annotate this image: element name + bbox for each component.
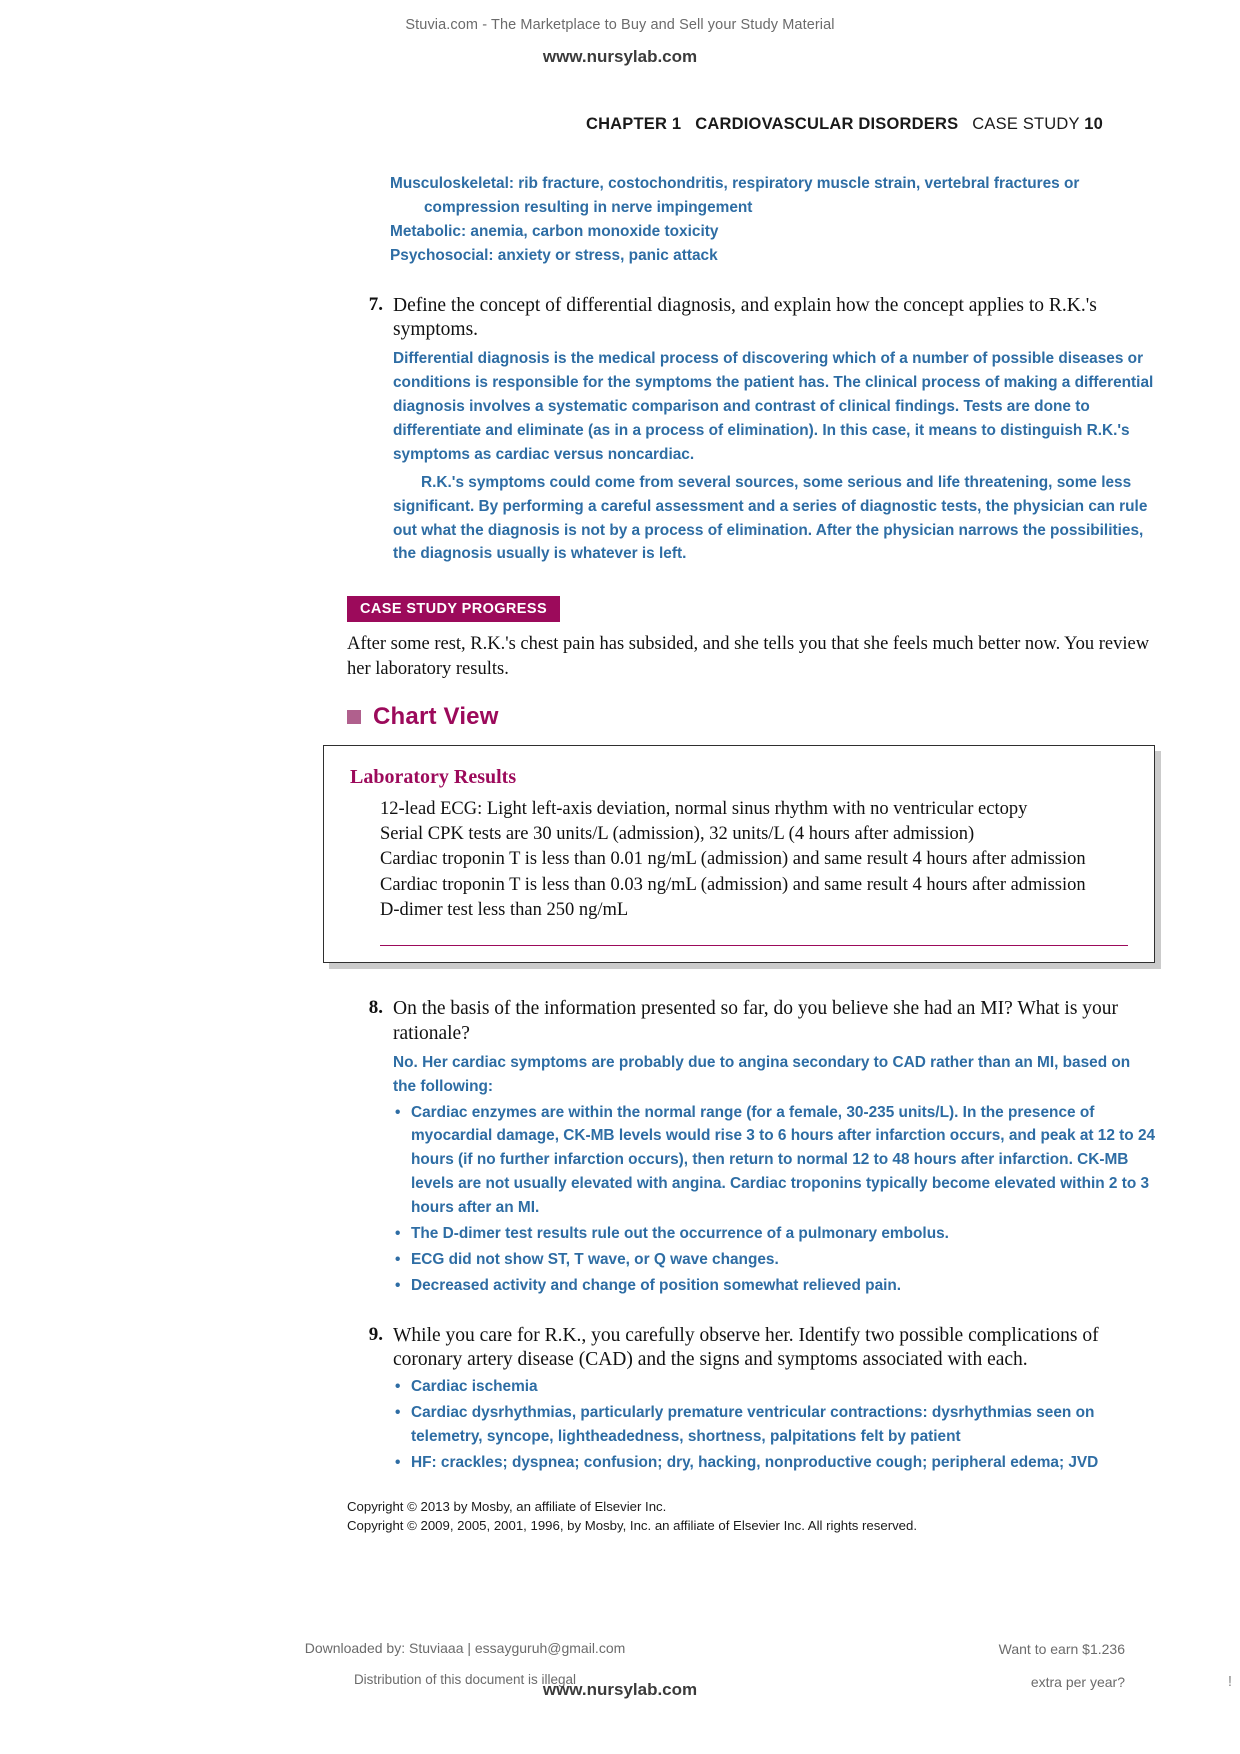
question-block-7 [357, 294, 1157, 567]
question-block-9 [357, 1324, 1157, 1475]
top-answer-block [390, 172, 1120, 268]
list-item: • Cardiac enzymes are within the normal range (for a female, 30-235 units/L). In the presence of myocardial damage, CK-MB levels would rise 3 to 6 hours after infarction occurs, and peak at 12 to 24 hours (if no further infarction occurs), then return to normal 12 to 48 hours after infarction. CK-MB levels are not usually elevated with angina. Cardiac troponins typically become elevated within 2 to 3 hours after an MI. [393, 1101, 1157, 1220]
case-study-progress-text: After some rest, R.K.'s chest pain has subsided, and she tells you that she feels much better now. You review her laboratory results. [347, 634, 1150, 679]
top-answer-line-1: Musculoskeletal: rib fracture, costochondritis, respiratory muscle strain, vertebral fractures or [390, 175, 1080, 192]
document-content [115, 115, 1156, 1535]
answer-7-paragraph-2: R.K.'s symptoms could come from several sources, some serious and life threatening, some less significant. By performing a careful assessment and a series of diagnostic tests, the physician can rule out what the diagnosis is not by a process of elimination. After the physician narrows the possibilities, the diagnosis usually is whatever is left. [393, 473, 1148, 563]
answer-8-bullets [393, 1101, 1157, 1298]
lab-line: D-dimer test less than 250 ng/mL [380, 899, 629, 920]
laboratory-results-divider [380, 945, 1128, 946]
running-head [115, 115, 1125, 134]
lab-line: 12-lead ECG: Light left-axis deviation, normal sinus rhythm with no ventricular ectopy [380, 799, 1028, 820]
page-footer [0, 1640, 1240, 1726]
nursylab-watermark-bottom: www.nursylab.com [542, 1680, 698, 1699]
running-head-chapter: CHAPTER 1 [585, 115, 682, 133]
distribution-notice: Distribution of this document is illegal [353, 1672, 577, 1687]
answer-9-bullets [393, 1375, 1157, 1475]
square-bullet-icon [347, 710, 361, 724]
question-number-7: 7. [368, 293, 383, 315]
laboratory-results-lines [380, 797, 1132, 923]
running-head-chapter-title: CARDIOVASCULAR DISORDERS [695, 115, 959, 133]
question-text-7: Define the concept of differential diagnosis, and explain how the concept applies to R.K.'s symptoms. [393, 294, 1097, 341]
answer-8-intro: No. Her cardiac symptoms are probably due to angina secondary to CAD rather than an MI, based on the following: [393, 1053, 1131, 1095]
running-head-case-label: CASE STUDY [972, 115, 1080, 133]
nursylab-watermark-top: www.nursylab.com [542, 47, 698, 66]
question-number-8: 8. [368, 996, 383, 1018]
downloaded-by-text: Downloaded by: Stuviaaa | essayguruh@gmail.com [304, 1640, 626, 1656]
question-number-9: 9. [368, 1323, 383, 1345]
list-item: • The D-dimer test results rule out the occurrence of a pulmonary embolus. [393, 1222, 1157, 1246]
list-item: • ECG did not show ST, T wave, or Q wave changes. [393, 1248, 1157, 1272]
copyright-line-2: Copyright © 2009, 2005, 2001, 1996, by Mosby, Inc. an affiliate of Elsevier Inc. All rights reserved. [347, 1518, 918, 1534]
list-item: • Cardiac ischemia [393, 1375, 1157, 1399]
question-body-8 [393, 997, 1157, 1298]
chart-view-heading [347, 703, 1125, 731]
answer-7-paragraph-1: Differential diagnosis is the medical process of discovering which of a number of possible diseases or conditions is responsible for the symptoms the patient has. The clinical process of making a differential diagnosis involves a systematic comparison and contrast of clinical findings. Tests are done to differentiate and eliminate (as in a process of elimination). In this case, it means to distinguish R.K.'s symptoms as cardiac versus noncardiac. [393, 350, 1154, 463]
edge-mark: ! [1227, 1672, 1232, 1690]
laboratory-results-panel [323, 745, 1155, 963]
question-block-8 [357, 997, 1157, 1298]
list-item: • Cardiac dysrhythmias, particularly premature ventricular contractions: dysrhythmias seen on telemetry, syncope, lightheadedness, shortness, palpitations felt by patient [393, 1401, 1157, 1449]
case-study-progress-badge: CASE STUDY PROGRESS [347, 596, 560, 622]
chart-view-label: Chart View [373, 703, 499, 731]
laboratory-results-title: Laboratory Results [350, 766, 517, 789]
stuvia-banner: Stuvia.com - The Marketplace to Buy and Sell your Study Material [405, 17, 835, 33]
earn-promo-line-2: extra per year? [1030, 1674, 1125, 1690]
copyright-line-1: Copyright © 2013 by Mosby, an affiliate of Elsevier Inc. [347, 1498, 667, 1514]
question-body-7 [393, 294, 1157, 567]
question-text-9: While you care for R.K., you carefully observe her. Identify two possible complications of coronary artery disease (CAD) and the signs and symptoms associated with each. [393, 1324, 1099, 1371]
laboratory-results-box [323, 745, 1155, 963]
top-answer-line-1-cont: compression resulting in nerve impingement [424, 198, 753, 216]
running-head-case-number: 10 [1084, 115, 1103, 133]
question-text-8: On the basis of the information presented so far, do you believe she had an MI? What is your rationale? [393, 997, 1119, 1044]
list-item: • HF: crackles; dyspnea; confusion; dry, hacking, nonproductive cough; peripheral edema; JVD [393, 1451, 1157, 1475]
lab-line: Cardiac troponin T is less than 0.03 ng/mL (admission) and same result 4 hours after admission [380, 874, 1086, 895]
lab-line: Serial CPK tests are 30 units/L (admission), 32 units/L (4 hours after admission) [380, 824, 975, 845]
question-body-9 [393, 1324, 1157, 1475]
lab-line: Cardiac troponin T is less than 0.01 ng/mL (admission) and same result 4 hours after admission [380, 849, 1086, 870]
earn-promo-line-1: Want to earn $1.236 [998, 1641, 1125, 1657]
copyright-block [347, 1497, 1125, 1535]
top-answer-line-2: Metabolic: anemia, carbon monoxide toxicity [390, 222, 719, 240]
list-item: • Decreased activity and change of position somewhat relieved pain. [393, 1274, 1157, 1298]
top-answer-line-3: Psychosocial: anxiety or stress, panic attack [390, 246, 718, 264]
